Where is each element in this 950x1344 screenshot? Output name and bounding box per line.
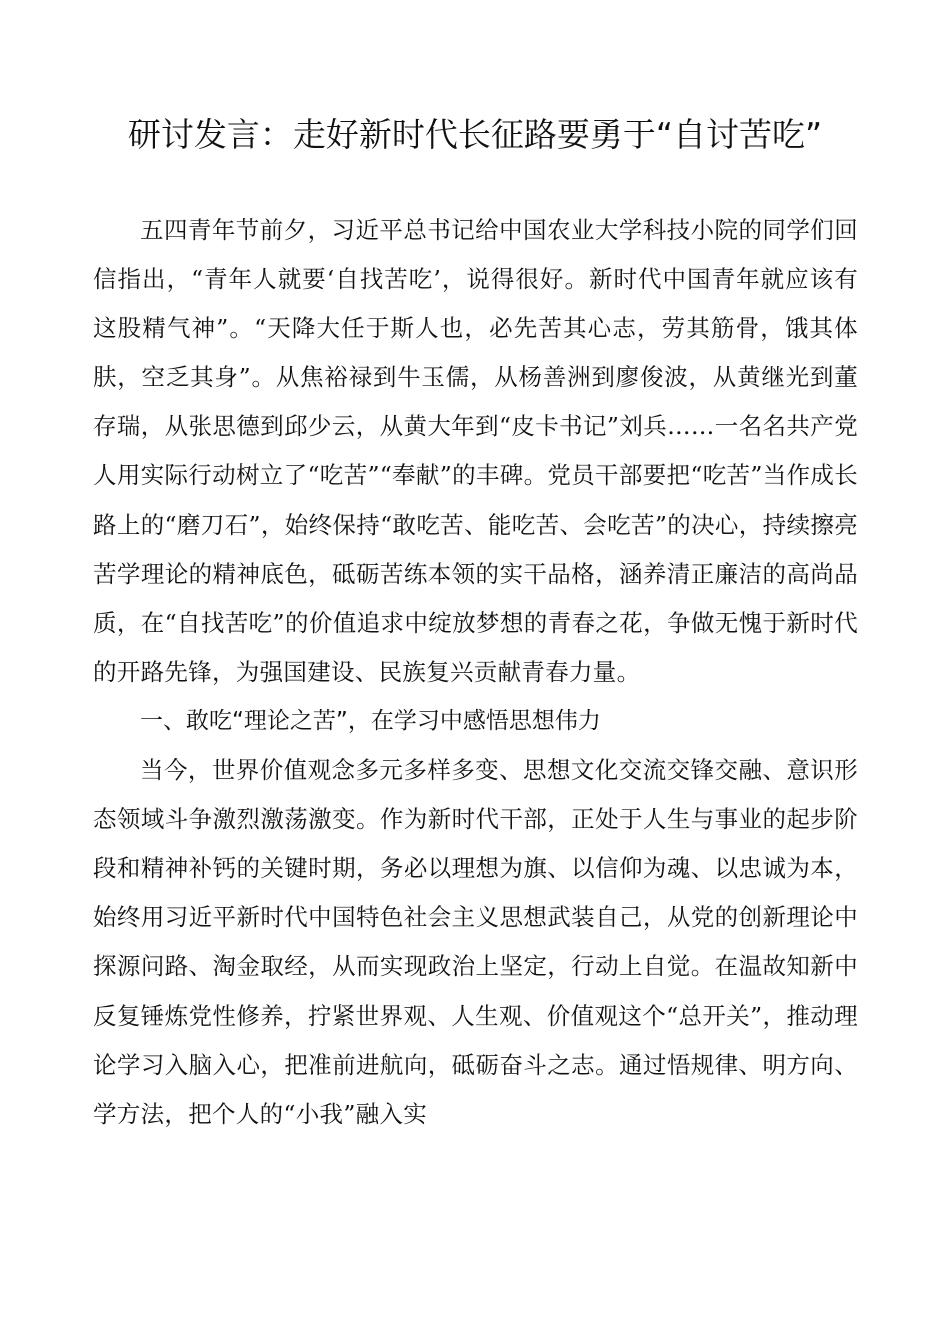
document-title: 研讨发言：走好新时代长征路要勇于“自讨苦吃” [127,115,823,154]
section-1-heading: 一、敢吃“理论之苦”，在学习中感悟思想伟力 [140,707,601,734]
section-1-paragraph: 当今，世界价值观念多元多样多变、思想文化交流交锋交融、意识形态领域斗争激烈激荡激变。作为新时代干部，正处于人生与事业的起步阶段和精神补钙的关键时期，务必以理想为旗、以信仰为魂、以忠诚为本，始终用习近平新时代中国特色社会主义思想武装自己，从党的创新理论中探源问路、淘金取经，从而实现政治上坚定，行动上自觉。在温故知新中反复锤炼党性修养，拧紧世界观、人生观、价值观这个“总开关”，推动理论学习入脑入心，把准前进航向，砥砺奋斗之志。通过悟规律、明方向、学方法，把个人的“小我”融入实 [93,756,858,1128]
intro-paragraph: 五四青年节前夕，习近平总书记给中国农业大学科技小院的同学们回信指出，“青年人就要‘自找苦吃’，说得很好。新时代中国青年就应该有这股精气神”。“天降大任于斯人也，必先苦其心志，劳其筋骨，饿其体肤，空乏其身”。从焦裕禄到牛玉儒，从杨善洲到廖俊波，从黄继光到董存瑞，从张思德到邱少云，从黄大年到“皮卡书记”刘兵……一名名共产党人用实际行动树立了“吃苦”“奉献”的丰碑。党员干部要把“吃苦”当作成长路上的“磨刀石”，始终保持“敢吃苦、能吃苦、会吃苦”的决心，持续擦亮苦学理论的精神底色，砥砺苦练本领的实干品格，涵养清正廉洁的高尚品质，在“自找苦吃”的价值追求中绽放梦想的青春之花，争做无愧于新时代的开路先锋，为强国建设、民族复兴贡献青春力量。 [93,216,858,686]
document-body [93,206,858,1139]
